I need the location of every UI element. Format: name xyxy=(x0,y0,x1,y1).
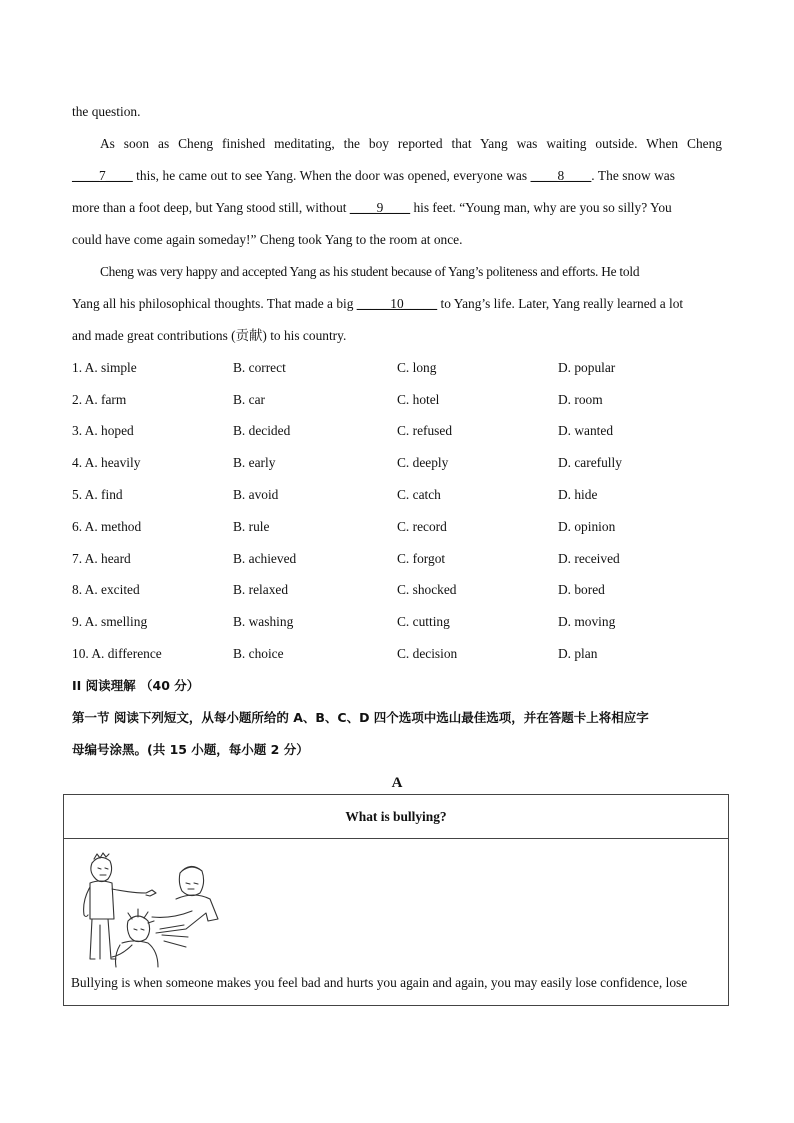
blank-10: _____10_____ xyxy=(356,296,438,311)
blank-7: ____7____ xyxy=(72,168,133,183)
passage-line: and made great contributions (贡献) to his country. xyxy=(72,328,347,343)
box-title: What is bullying? xyxy=(64,795,728,839)
instruction-line: 第一节 阅读下列短文，从每小题所给的 A、B、C、D 四个选项中选山最佳选项，并在答题卡上将相应字 xyxy=(72,709,649,725)
option-row: 5. A. find B. avoid C. catch D. hide xyxy=(72,487,598,503)
blank-9: ____9____ xyxy=(349,200,411,215)
passage-line: the question. xyxy=(72,104,141,119)
option-row: 1. A. simple B. correct C. long D. popular xyxy=(72,359,616,375)
option-row: 8. A. excited B. relaxed C. shocked D. bored xyxy=(72,582,605,598)
option-row: 2. A. farm B. car C. hotel D. room xyxy=(72,391,603,407)
blank-8: ____8____ xyxy=(530,168,592,183)
option-row: 10. A. difference B. choice C. decision D. plan xyxy=(72,646,598,662)
option-row: 6. A. method B. rule C. record D. opinion xyxy=(72,518,616,534)
bullying-illustration xyxy=(72,845,222,970)
passage-line: As soon as Cheng finished meditating, the boy reported that Yang was waiting outside. When Cheng xyxy=(100,136,722,151)
passage-line: could have come again someday!” Cheng took Yang to the room at once. xyxy=(72,232,463,247)
instruction-line: 母编号涂黑。(共 15 小题，每小题 2 分） xyxy=(72,741,309,757)
passage-line: Yang all his philosophical thoughts. That made a big _____10_____ to Yang’s life. Later, Yang really learned a lot xyxy=(72,296,684,311)
option-row: 3. A. hoped B. decided C. refused D. wanted xyxy=(72,423,614,439)
box-text: Bullying is when someone makes you feel bad and hurts you again and again, you may easily lose confidence, lose xyxy=(71,975,688,990)
options-table xyxy=(72,352,722,670)
passage-line: Cheng was very happy and accepted Yang as his student because of Yang’s politeness and efforts. He told xyxy=(100,264,640,279)
passage-line: ____7____ this, he came out to see Yang. When the door was opened, everyone was ____8____. The snow was xyxy=(72,168,676,183)
bullying-box xyxy=(63,794,729,1006)
option-row: 9. A. smelling B. washing C. cutting D. moving xyxy=(72,614,616,630)
section-title: II 阅读理解 （40 分） xyxy=(72,677,200,693)
option-row: 4. A. heavily B. early C. deeply D. carefully xyxy=(72,455,622,471)
option-row: 7. A. heard B. achieved C. forgot D. received xyxy=(72,550,620,566)
passage-line: more than a foot deep, but Yang stood still, without ____9____ his feet. “Young man, why are you so silly? You xyxy=(72,200,672,215)
passage-letter: A xyxy=(391,774,403,791)
document-page xyxy=(72,96,722,798)
